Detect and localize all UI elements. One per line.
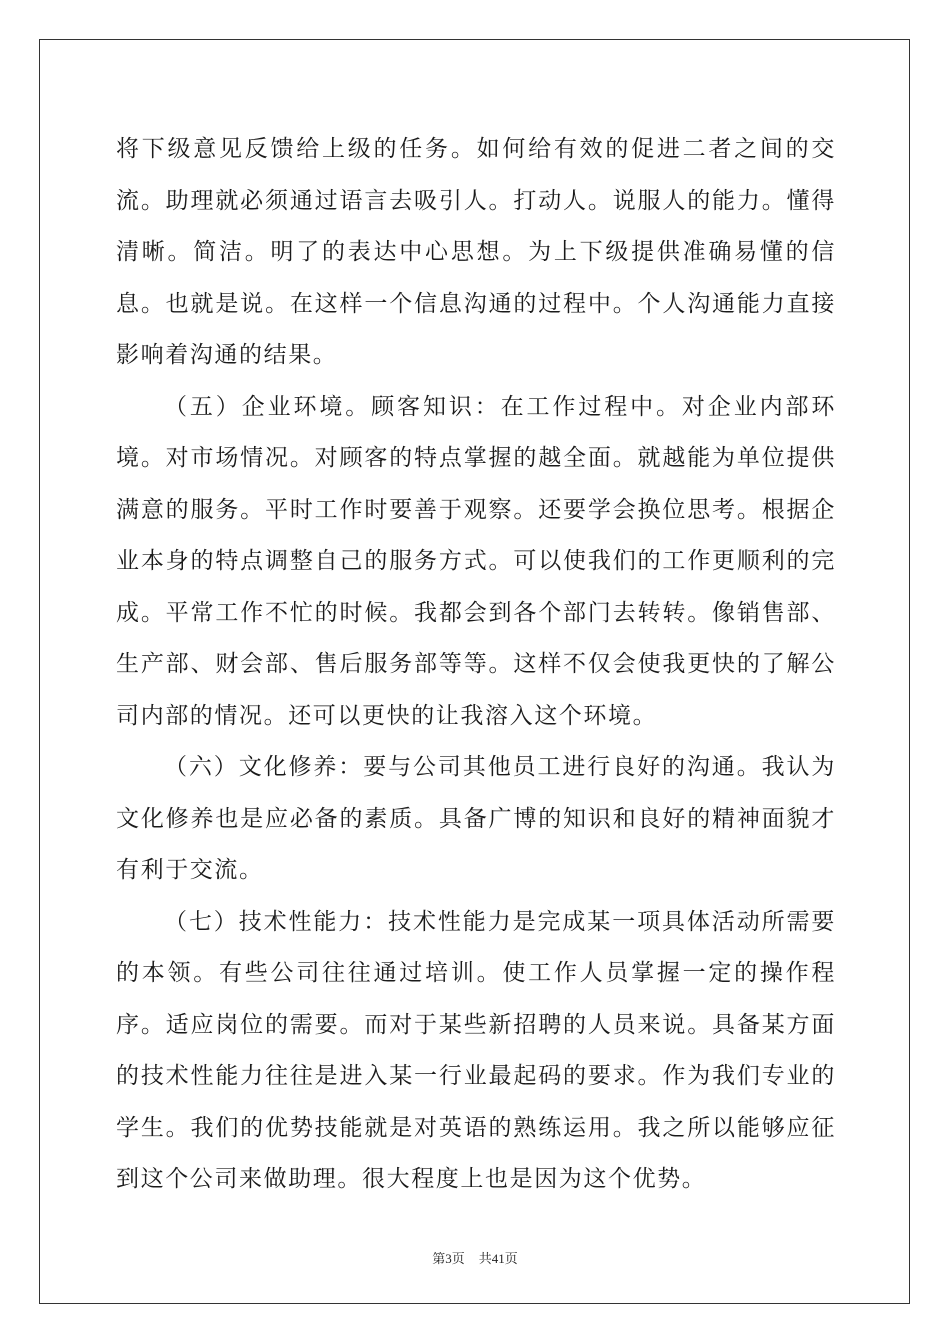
total-pages: 共41页 (478, 1251, 518, 1266)
page-number: 第3页 (432, 1251, 465, 1266)
paragraph-1: 将下级意见反馈给上级的任务。如何给有效的促进二者之间的交流。助理就必须通过语言去吸引人。打动人。说服人的能力。懂得清晰。简洁。明了的表达中心思想。为上下级提供准确易懂的信息。也就是说。在这样一个信息沟通的过程中。个人沟通能力直接影响着沟通的结果。 (116, 136, 836, 368)
paragraph-2: （五）企业环境。顾客知识：在工作过程中。对企业内部环境。对市场情况。对顾客的特点掌握的越全面。就越能为单位提供满意的服务。平时工作时要善于观察。还要学会换位思考。根据企业本身的特点调整自己的服务方式。可以使我们的工作更顺利的完成。平常工作不忙的时候。我都会到各个部门去转转。像销售部、生产部、财会部、售后服务部等等。这样不仅会使我更快的了解公司内部的情况。还可以更快的让我溶入这个环境。 (116, 393, 836, 729)
document-body (116, 124, 836, 1206)
page-footer (0, 1248, 950, 1267)
paragraph-4: （七）技术性能力：技术性能力是完成某一项具体活动所需要的本领。有些公司往往通过培训。使工作人员掌握一定的操作程序。适应岗位的需要。而对于某些新招聘的人员来说。具备某方面的技术性能力往往是进入某一行业最起码的要求。作为我们专业的学生。我们的优势技能就是对英语的熟练运用。我之所以能够应征到这个公司来做助理。很大程度上也是因为这个优势。 (116, 908, 836, 1192)
paragraph-3: （六）文化修养：要与公司其他员工进行良好的沟通。我认为文化修养也是应必备的素质。具备广博的知识和良好的精神面貌才有利于交流。 (116, 754, 836, 883)
